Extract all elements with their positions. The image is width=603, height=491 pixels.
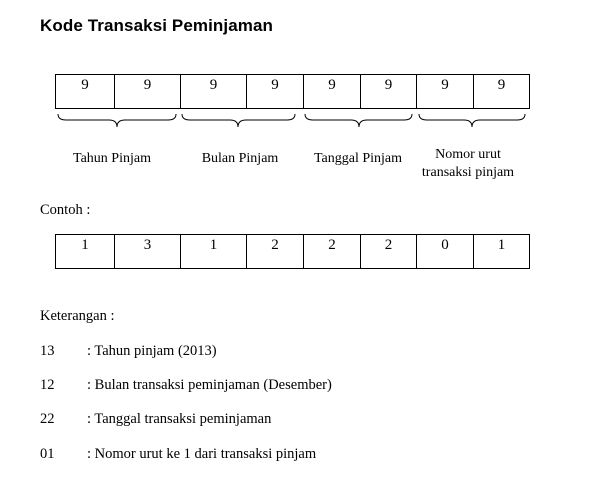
- group-label-year: Tahun Pinjam: [73, 151, 151, 166]
- example-digit-cell: 2: [247, 235, 304, 269]
- brace-sequence: [419, 114, 525, 127]
- note-text: : Tahun pinjam (2013): [87, 343, 217, 359]
- format-digit-cell: 9: [361, 75, 417, 109]
- example-digit-cell: 0: [417, 235, 474, 269]
- example-label: Contoh :: [40, 202, 91, 218]
- group-braces: [0, 112, 603, 132]
- format-digit-cell: 9: [56, 75, 115, 109]
- format-code-table: [55, 74, 530, 109]
- group-label-sequence-line1: Nomor urut: [435, 147, 501, 162]
- example-digit-cell: 1: [181, 235, 247, 269]
- example-digit-cell: 2: [361, 235, 417, 269]
- note-code: 12: [40, 377, 55, 393]
- note-code: 01: [40, 446, 55, 462]
- notes-label: Keterangan :: [40, 308, 115, 324]
- format-digit-cell: 9: [181, 75, 247, 109]
- format-digit-cell: 9: [304, 75, 361, 109]
- brace-date: [305, 114, 412, 127]
- format-digit-cell: 9: [417, 75, 474, 109]
- example-digit-cell: 1: [56, 235, 115, 269]
- note-text: : Bulan transaksi peminjaman (Desember): [87, 377, 332, 393]
- example-digit-cell: 2: [304, 235, 361, 269]
- format-digit-cell: 9: [247, 75, 304, 109]
- format-code-row: [56, 75, 530, 109]
- page-title: Kode Transaksi Peminjaman: [40, 16, 274, 35]
- brace-year: [58, 114, 176, 127]
- note-text: : Tanggal transaksi peminjaman: [87, 411, 272, 427]
- group-label-date: Tanggal Pinjam: [313, 151, 403, 166]
- example-digit-cell: 1: [474, 235, 530, 269]
- example-code-row: [56, 235, 530, 269]
- group-label-sequence: [408, 146, 528, 182]
- group-label-month: Bulan Pinjam: [201, 151, 279, 166]
- group-label-sequence-line2: transaksi pinjam: [421, 165, 515, 180]
- note-code: 13: [40, 343, 55, 359]
- format-digit-cell: 9: [474, 75, 530, 109]
- example-digit-cell: 3: [115, 235, 181, 269]
- example-code-table: [55, 234, 530, 269]
- format-digit-cell: 9: [115, 75, 181, 109]
- note-code: 22: [40, 411, 55, 427]
- brace-month: [182, 114, 295, 127]
- note-text: : Nomor urut ke 1 dari transaksi pinjam: [87, 446, 317, 462]
